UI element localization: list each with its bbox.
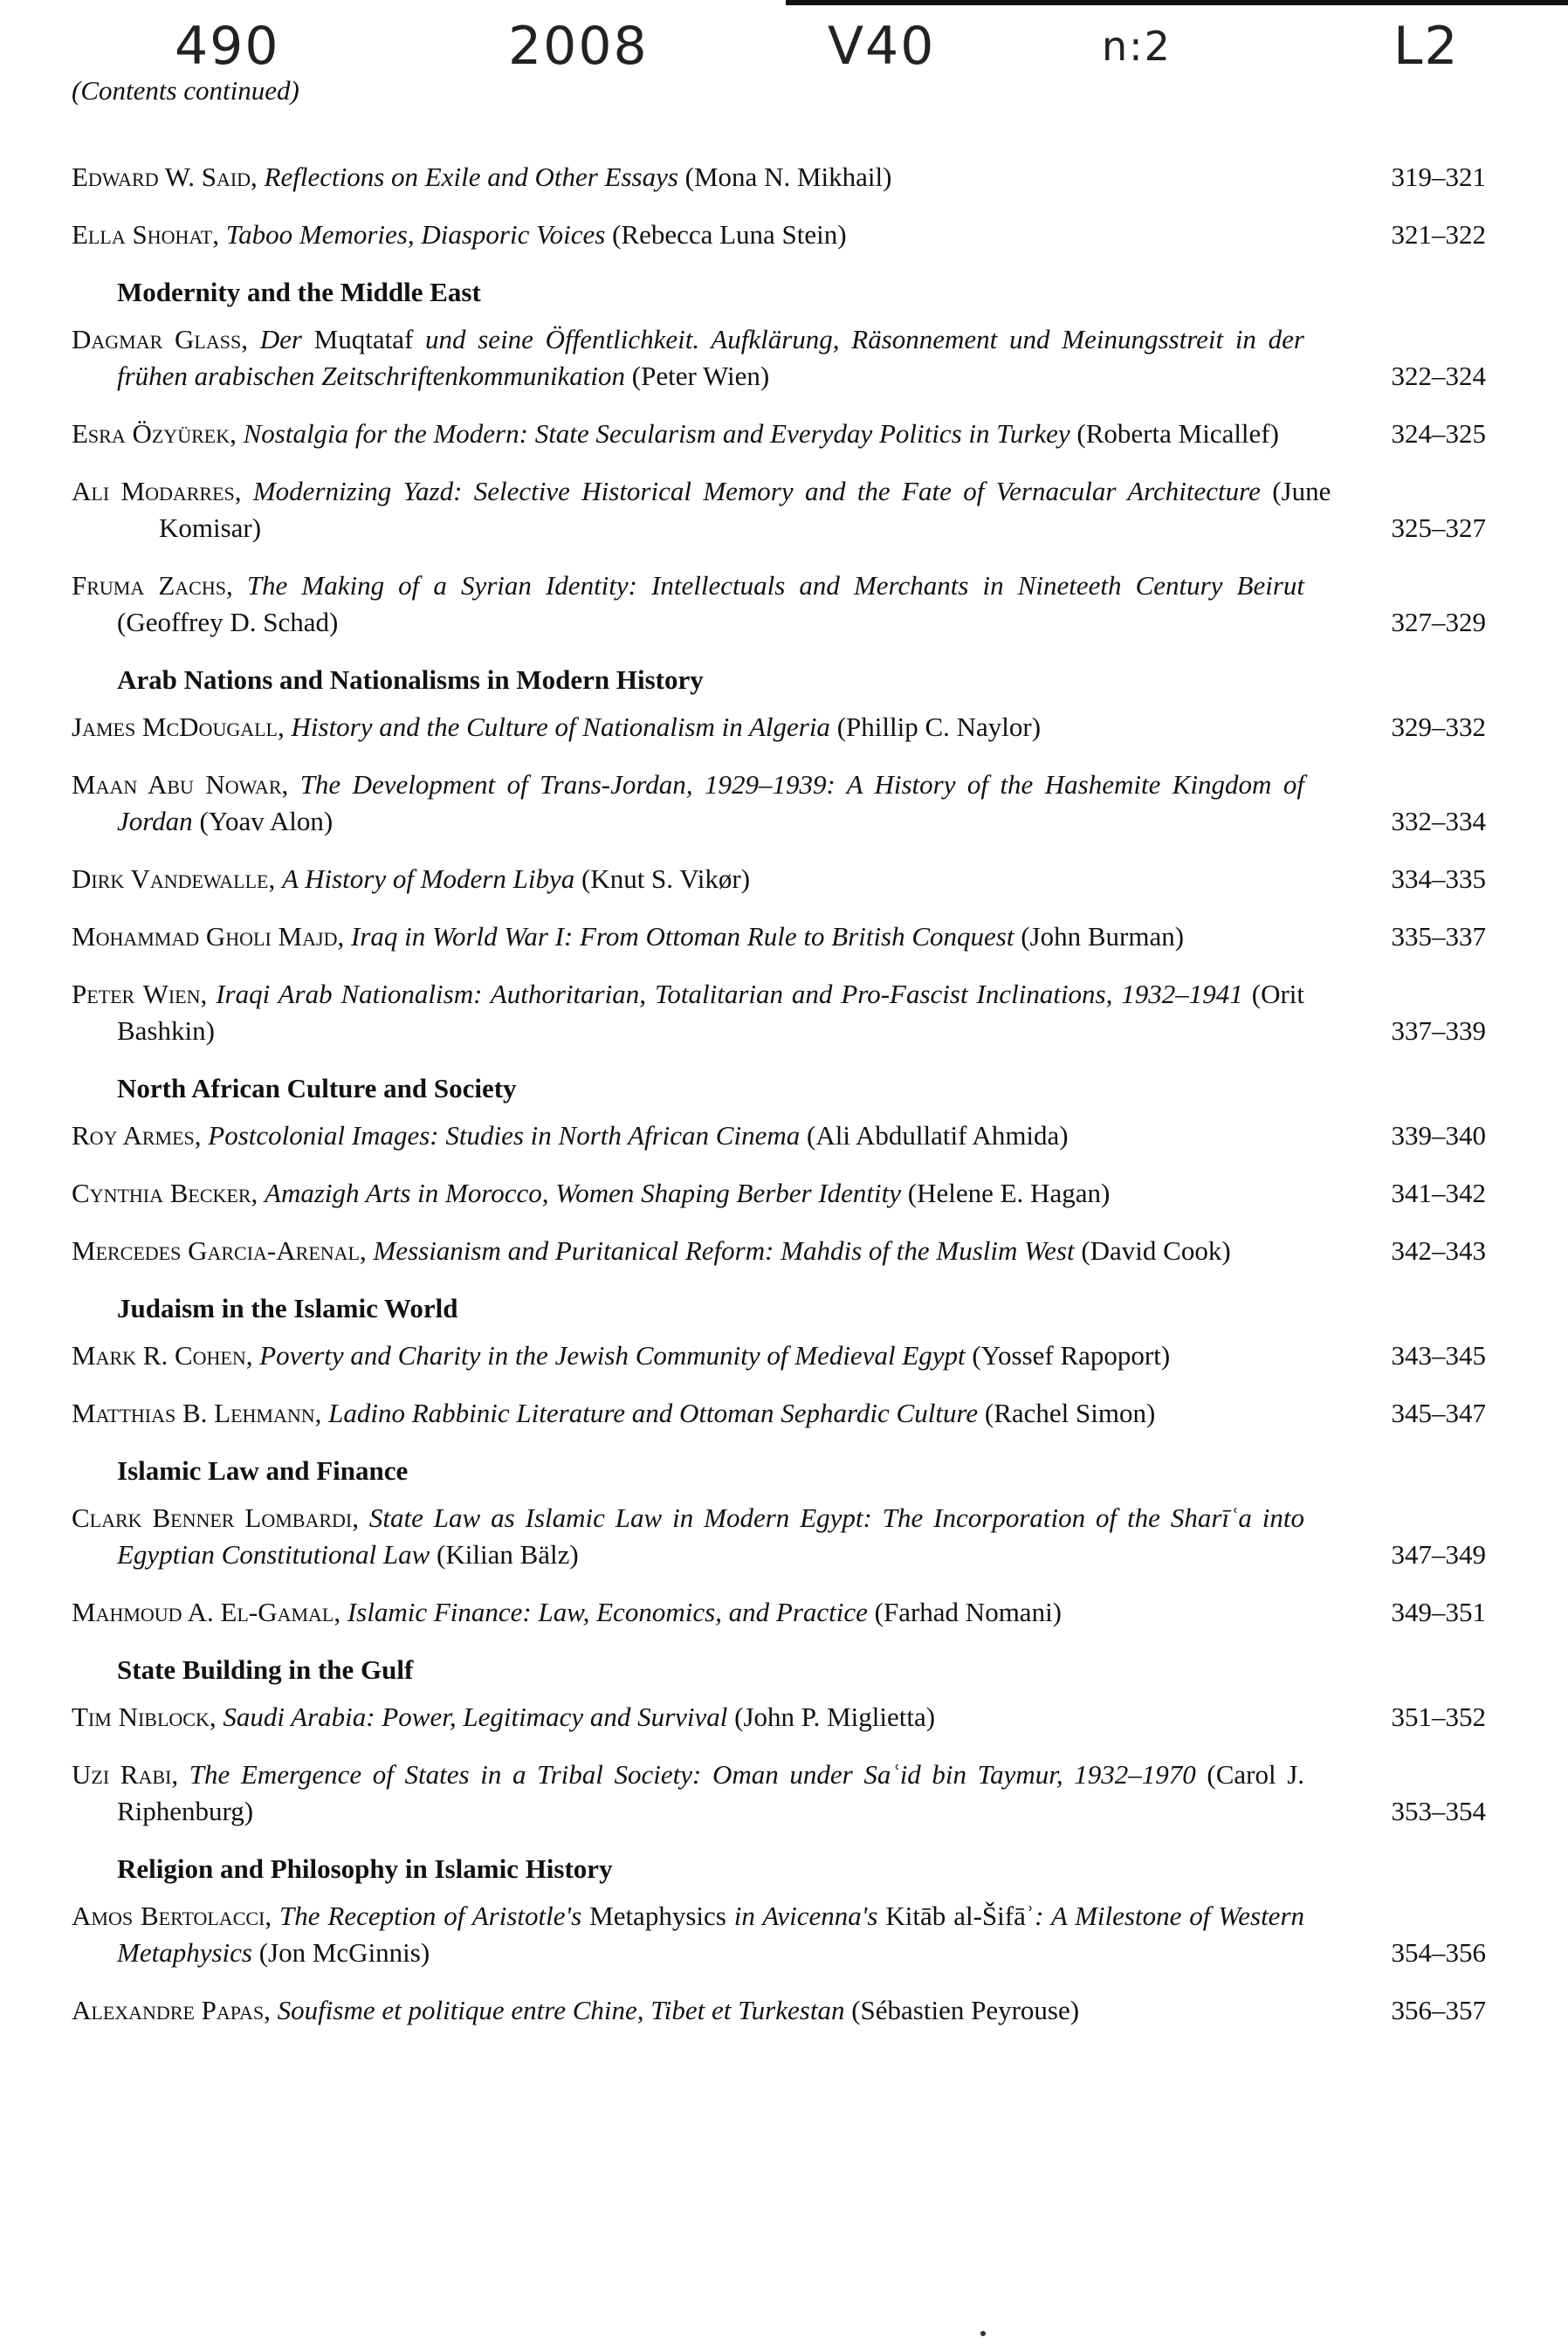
entry-text: (Helene E. Hagan) <box>901 1178 1111 1208</box>
entry-citation <box>72 1594 1304 1631</box>
entry-text: (Ali Abdullatif Ahmida) <box>800 1120 1069 1151</box>
entry-author: Fruma Zachs <box>72 570 226 601</box>
toc-entry <box>72 1117 1486 1154</box>
table-of-contents <box>72 159 1486 2050</box>
entry-separator: , <box>281 769 300 800</box>
entry-pages: 356–357 <box>1391 1995 1486 2025</box>
entry-citation <box>72 217 1304 253</box>
section-heading: Religion and Philosophy in Islamic History <box>117 1853 613 1884</box>
entry-pages: 329–332 <box>1391 711 1486 742</box>
entry-separator: , <box>334 1597 347 1627</box>
entry-title: Poverty and Charity in the Jewish Community of Medieval Egypt <box>259 1340 966 1371</box>
entry-author: Mohammad Gholi Majd <box>72 921 338 952</box>
entry-title: Messianism and Puritanical Reform: Mahdis of the Muslim West <box>373 1235 1075 1266</box>
entry-separator: , <box>251 162 265 192</box>
entry-text: (Kilian Bälz) <box>430 1539 579 1570</box>
toc-entry <box>72 473 1486 547</box>
entry-title: und seine Öffentlichkeit. Aufklärung, Räsonnement und Meinungsstreit in der frühen arabischen Zeitschriftenkommunikation <box>117 324 1304 391</box>
entry-text: (Phillip C. Naylor) <box>829 711 1042 742</box>
entry-title: Soufisme et politique entre Chine, Tibet et Turkestan <box>277 1995 845 2025</box>
entry-separator: , <box>359 1235 374 1266</box>
entry-pages: 334–335 <box>1391 863 1486 894</box>
entry-text: Kitāb al-Šifāʾ <box>885 1901 1035 1931</box>
entry-citation <box>72 416 1304 452</box>
entry-text: (Geoffrey D. Schad) <box>117 607 339 637</box>
entry-pages: 343–345 <box>1391 1340 1486 1371</box>
entry-pages: 335–337 <box>1391 921 1486 952</box>
entry-text: (John Burman) <box>1014 921 1185 952</box>
entry-pages: 353–354 <box>1391 1796 1486 1826</box>
section-heading: Judaism in the Islamic World <box>117 1293 458 1323</box>
entry-title: Saudi Arabia: Power, Legitimacy and Survival <box>223 1701 728 1732</box>
entry-separator: , <box>212 219 226 250</box>
entry-separator: , <box>209 1701 224 1732</box>
entry-citation <box>72 709 1304 746</box>
entry-author: Tim Niblock <box>72 1701 210 1732</box>
entry-author: Ella Shohat <box>72 219 213 250</box>
entry-text: (John P. Miglietta) <box>727 1701 936 1732</box>
entry-author: Ali Modarres <box>72 476 235 506</box>
entry-title: in Avicenna's <box>726 1901 886 1931</box>
entry-author: Mahmoud A. El-Gamal <box>72 1597 334 1627</box>
toc-entry <box>72 1500 1486 1573</box>
entry-text: Muqtataf <box>313 324 414 354</box>
entry-separator: , <box>251 1178 265 1208</box>
scan-speck <box>980 2331 986 2336</box>
entry-title: Taboo Memories, Diasporic Voices <box>225 219 606 250</box>
toc-entry <box>72 1337 1486 1374</box>
entry-citation <box>72 1756 1304 1830</box>
entry-author: Uzi Rabi <box>72 1759 172 1790</box>
toc-entry <box>72 861 1486 897</box>
entry-pages: 345–347 <box>1391 1398 1486 1428</box>
entry-text: (Carol J. Riphenburg) <box>117 1759 1305 1826</box>
entry-separator: , <box>234 476 253 506</box>
toc-entry <box>72 567 1486 641</box>
entry-separator: , <box>194 1120 209 1151</box>
entry-pages: 339–340 <box>1391 1120 1486 1151</box>
entry-citation <box>72 976 1304 1049</box>
entry-citation <box>72 1898 1304 1971</box>
entry-text: (Rebecca Luna Stein) <box>605 219 847 250</box>
toc-entry <box>72 1395 1486 1432</box>
entry-separator: , <box>352 1502 369 1533</box>
entry-title: Amazigh Arts in Morocco, Women Shaping Berber Identity <box>265 1178 902 1208</box>
toc-entry <box>72 416 1486 452</box>
entry-title: : A Milestone of Western Metaphysics <box>117 1901 1305 1968</box>
entry-citation <box>72 1395 1331 1432</box>
toc-entry <box>72 1992 1486 2029</box>
entry-author: Maan Abu Nowar <box>72 769 282 800</box>
entry-citation <box>72 1699 1304 1736</box>
section-heading: Islamic Law and Finance <box>117 1455 409 1486</box>
entry-text: (Rachel Simon) <box>978 1398 1156 1428</box>
entry-pages: 325–327 <box>1391 512 1486 543</box>
handwritten-issue: n:2 <box>1102 23 1172 70</box>
entry-citation <box>72 1175 1304 1212</box>
entry-separator: , <box>265 1901 280 1931</box>
entry-citation <box>72 1117 1304 1154</box>
entry-text: (Sébastien Peyrouse) <box>844 1995 1080 2025</box>
entry-author: Dirk Vandewalle <box>72 863 269 894</box>
toc-entry <box>72 159 1486 196</box>
entry-separator: , <box>268 863 282 894</box>
entry-author: Mark R. Cohen <box>72 1340 246 1371</box>
entry-title: History and the Culture of Nationalism in Algeria <box>291 711 830 742</box>
entry-separator: , <box>264 1995 278 2025</box>
entry-text: (Peter Wien) <box>625 361 770 391</box>
entry-title: Iraqi Arab Nationalism: Authoritarian, Totalitarian and Pro-Fascist Inclinations, 1932–1941 <box>216 979 1243 1009</box>
entry-separator: , <box>337 921 351 952</box>
entry-separator: , <box>171 1759 189 1790</box>
entry-text: (Yossef Rapoport) <box>965 1340 1171 1371</box>
section-heading: Arab Nations and Nationalisms in Modern History <box>117 664 704 695</box>
entry-title: The Reception of Aristotle's <box>279 1901 590 1931</box>
entry-title: A History of Modern Libya <box>281 863 575 894</box>
entry-pages: 332–334 <box>1391 806 1486 836</box>
entry-separator: , <box>241 324 260 354</box>
entry-pages: 347–349 <box>1391 1539 1486 1570</box>
entry-separator: , <box>314 1398 329 1428</box>
section-heading: Modernity and the Middle East <box>117 277 481 307</box>
entry-pages: 337–339 <box>1391 1015 1486 1046</box>
entry-text: (Yoav Alon) <box>192 806 334 836</box>
scan-edge-line <box>786 0 1568 5</box>
entry-separator: , <box>230 418 244 449</box>
handwritten-year: 2008 <box>508 16 649 77</box>
entry-text: (June Komisar) <box>159 476 1331 543</box>
entry-pages: 349–351 <box>1391 1597 1486 1627</box>
entry-author: Matthias B. Lehmann <box>72 1398 315 1428</box>
entry-citation <box>72 1500 1304 1573</box>
entry-title: Postcolonial Images: Studies in North African Cinema <box>208 1120 801 1151</box>
handwritten-code: L2 <box>1393 16 1460 77</box>
entry-title: Nostalgia for the Modern: State Secularism and Everyday Politics in Turkey <box>243 418 1070 449</box>
entry-separator: , <box>278 711 292 742</box>
entry-separator: , <box>225 570 247 601</box>
entry-pages: 351–352 <box>1391 1701 1486 1732</box>
entry-citation <box>72 766 1304 840</box>
entry-citation <box>72 159 1304 196</box>
entry-author: Roy Armes <box>72 1120 195 1151</box>
entry-title: The Making of a Syrian Identity: Intellectuals and Merchants in Nineteeth Century Beirut <box>246 570 1305 601</box>
entry-author: Cynthia Becker <box>72 1178 251 1208</box>
toc-entry <box>72 1594 1486 1631</box>
entry-text: (Farhad Nomani) <box>867 1597 1063 1627</box>
entry-text: (Orit Bashkin) <box>117 979 1305 1046</box>
entry-author: Mercedes Garcia-Arenal <box>72 1235 360 1266</box>
entry-citation <box>72 321 1304 395</box>
toc-entry <box>72 321 1486 395</box>
entry-pages: 324–325 <box>1391 418 1486 449</box>
contents-continued-note: (Contents continued) <box>72 75 299 106</box>
section-heading: North African Culture and Society <box>117 1073 517 1103</box>
entry-text: (Jon McGinnis) <box>251 1937 430 1968</box>
toc-entry <box>72 709 1486 746</box>
entry-title: State Law as Islamic Law in Modern Egypt: The Incorporation of the Sharīʿa into Egyptian Constitutional Law <box>117 1502 1304 1570</box>
entry-title: Der <box>259 324 314 354</box>
entry-author: Alexandre Papas <box>72 1995 265 2025</box>
entry-author: Edward W. Said <box>72 162 251 192</box>
entry-pages: 319–321 <box>1391 162 1486 192</box>
toc-entry <box>72 1756 1486 1830</box>
handwritten-volume: V40 <box>828 16 936 77</box>
entry-title: The Emergence of States in a Tribal Society: Oman under Saʿid bin Taymur, 1932–1970 <box>189 1759 1196 1790</box>
toc-entry <box>72 1233 1486 1269</box>
entry-pages: 321–322 <box>1391 219 1486 250</box>
entry-author: Dagmar Glaß <box>72 324 242 354</box>
toc-entry <box>72 1699 1486 1736</box>
entry-separator: , <box>200 979 217 1009</box>
entry-text: (Roberta Micallef) <box>1069 418 1279 449</box>
toc-entry <box>72 1175 1486 1212</box>
entry-citation <box>72 473 1331 547</box>
entry-author: James McDougall <box>72 711 278 742</box>
entry-title: Modernizing Yazd: Selective Historical Memory and the Fate of Vernacular Architecture <box>252 476 1261 506</box>
entry-author: Esra Özyürek <box>72 418 230 449</box>
toc-entry <box>72 918 1486 955</box>
section-heading: State Building in the Gulf <box>117 1654 414 1685</box>
entry-title: Iraq in World War I: From Ottoman Rule to British Conquest <box>350 921 1014 952</box>
entry-text: Metaphysics <box>589 1901 726 1931</box>
entry-citation <box>72 1992 1304 2029</box>
entry-pages: 341–342 <box>1391 1178 1486 1208</box>
entry-citation <box>72 918 1304 955</box>
entry-citation <box>72 861 1304 897</box>
entry-pages: 342–343 <box>1391 1235 1486 1266</box>
entry-citation <box>72 1337 1304 1374</box>
entry-pages: 327–329 <box>1391 607 1486 637</box>
handwritten-number: 490 <box>175 16 280 77</box>
entry-author: Amos Bertolacci <box>72 1901 265 1931</box>
entry-pages: 354–356 <box>1391 1937 1486 1968</box>
toc-entry <box>72 766 1486 840</box>
entry-author: Peter Wien <box>72 979 201 1009</box>
entry-text: (Mona N. Mikhail) <box>677 162 892 192</box>
entry-citation <box>72 1233 1304 1269</box>
toc-entry <box>72 217 1486 253</box>
entry-title: Islamic Finance: Law, Economics, and Practice <box>347 1597 868 1627</box>
toc-entry <box>72 976 1486 1049</box>
entry-text: (David Cook) <box>1074 1235 1231 1266</box>
entry-title: The Development of Trans-Jordan, 1929–1939: A History of the Hashemite Kingdom of Jordan <box>117 769 1304 836</box>
entry-author: Clark Benner Lombardi <box>72 1502 353 1533</box>
entry-separator: , <box>245 1340 260 1371</box>
toc-entry <box>72 1898 1486 1971</box>
entry-title: Ladino Rabbinic Literature and Ottoman Sephardic Culture <box>328 1398 979 1428</box>
entry-text: (Knut S. Vikør) <box>574 863 751 894</box>
entry-title: Reflections on Exile and Other Essays <box>264 162 678 192</box>
entry-pages: 322–324 <box>1391 361 1486 391</box>
entry-citation <box>72 567 1304 641</box>
